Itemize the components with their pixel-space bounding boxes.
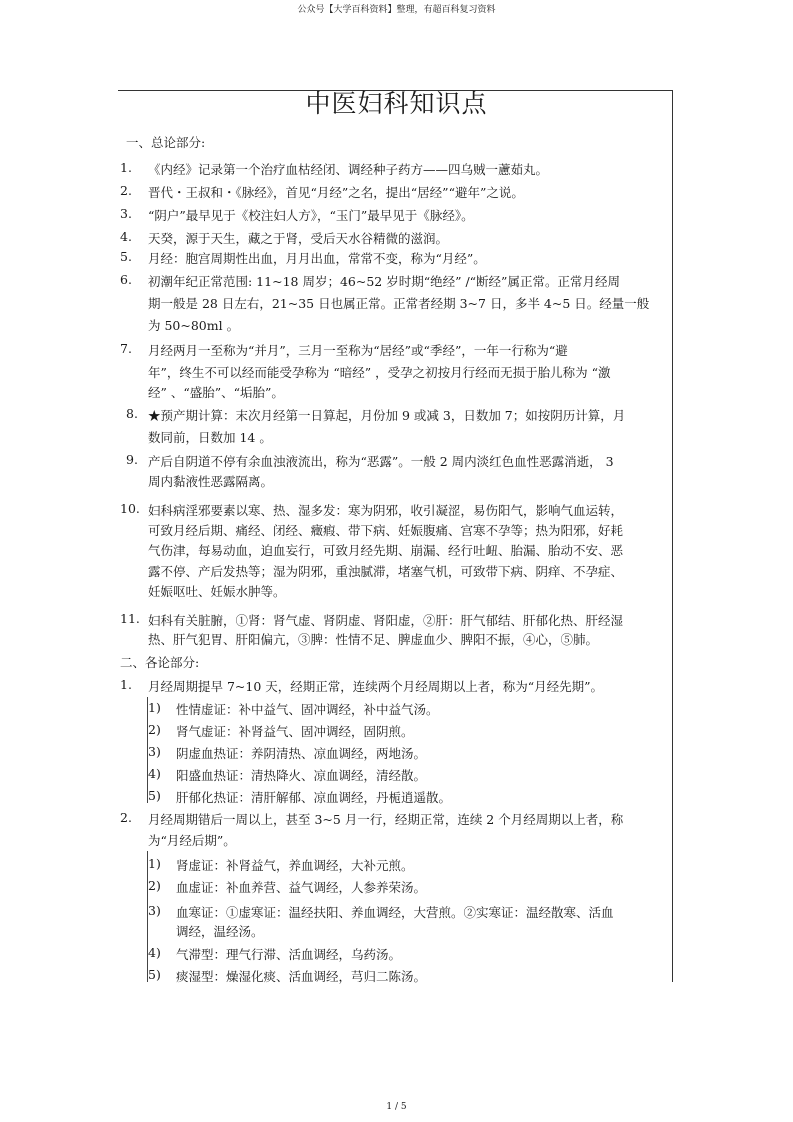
item-text: 为“月经后期”。 <box>148 833 236 848</box>
item-number: 6. <box>120 272 132 287</box>
item-number: 2. <box>120 183 132 198</box>
item-text: 晋代・王叔和・《脉经》，首见“月经”之名，提出“居经”“避年”之说。 <box>148 185 524 200</box>
sub-item-text: 性情虚证：补中益气、固冲调经，补中益气汤。 <box>176 702 439 717</box>
item-text: 气伤津，每易动血，迫血妄行，可致月经先期、崩漏、经行吐衄、胎漏、胎动不安、恶 <box>148 543 624 558</box>
sub-item-number: 3) <box>148 744 161 759</box>
page-title: 中医妇科知识点 <box>305 89 488 118</box>
sub-item-text: 调经，温经汤。 <box>176 924 264 939</box>
item-text: 月经周期错后一周以上，甚至 3~5 月一行，经期正常，连续 2 个月经周期以上者，称 <box>148 812 624 827</box>
sub-item-number: 5) <box>148 967 161 982</box>
sub-item-number: 1) <box>148 700 161 715</box>
sub-item-text: 阳盛血热证：清热降火、凉血调经，清经散。 <box>176 768 427 783</box>
page-number: 1 / 5 <box>386 1102 407 1112</box>
sub-item-text: 肾气虚证：补肾益气、固冲调经，固阴煎。 <box>176 724 414 739</box>
item-number: 7. <box>120 341 132 356</box>
sub-item-text: 痰湿型：燥湿化痰、活血调经，芎归二陈汤。 <box>176 969 427 984</box>
item-text: 为 50~80ml 。 <box>148 318 240 333</box>
item-number: 3. <box>120 206 132 221</box>
item-number: 1. <box>120 160 132 175</box>
item-text: 年”，终生不可以经而能受孕称为 “暗经” ，受孕之初按月行经而无损于胎儿称为 “激 <box>148 365 611 380</box>
item-number: 2. <box>120 810 132 825</box>
sub-item-number: 2) <box>148 878 161 893</box>
item-text: 月经周期提早 7~10 天，经期正常，连续两个月经周期以上者，称为“月经先期”。 <box>148 679 604 694</box>
item-text: 月经两月一至称为“并月”，三月一至称为“居经”或“季经”，一年一行称为“避 <box>148 343 568 358</box>
item-text: 妇科病淫邪要素以寒、热、湿多发：寒为阴邪，收引凝涩，易伤阳气，影响气血运转， <box>148 503 624 518</box>
item-text: 天癸，源于天生，藏之于肾，受后天水谷精微的滋润。 <box>148 231 449 246</box>
sub-item-number: 1) <box>148 856 161 871</box>
item-number: 1. <box>120 677 132 692</box>
sub-item-text: 阴虚血热证：养阴清热、凉血调经，两地汤。 <box>176 746 427 761</box>
item-text: 热、肝气犯胃、肝阳偏亢，③脾：性情不足、脾虚血少、脾阳不振，④心，⑤肺。 <box>148 632 599 647</box>
item-text: 产后自阴道不停有余血浊液流出，称为“恶露”。一般 2 周内淡红色血性恶露消逝， 3 <box>148 454 614 469</box>
item-number: 11. <box>120 611 140 626</box>
sub-item-text: 气滞型：理气行滞、活血调经，乌药汤。 <box>176 947 402 962</box>
item-text: 妇科有关脏腑，①肾：肾气虚、肾阴虚、肾阳虚，②肝：肝气郁结、肝郁化热、肝经湿 <box>148 613 624 628</box>
section-heading-general: 一、总论部分: <box>126 135 206 150</box>
item-text: 周内黏液性恶露隔离。 <box>148 474 274 489</box>
item-text: 数同前，日数加 14 。 <box>148 430 272 445</box>
item-text: 露不停、产后发热等；湿为阴邪，重浊腻滞，堵塞气机，可致带下病、阴痒、不孕症、 <box>148 564 624 579</box>
item-number: 10. <box>120 501 140 516</box>
item-text: 月经：胞宫周期性出血，月月出血，常常不变，称为“月经”。 <box>148 251 486 266</box>
sub-item-number: 2) <box>148 722 161 737</box>
item-text: ★预产期计算：末次月经第一日算起，月份加 9 或减 3，日数加 7；如按阴历计算，月 <box>148 408 626 423</box>
sub-item-text: 肾虚证：补肾益气，养血调经，大补元煎。 <box>176 858 414 873</box>
sub-item-number: 3) <box>148 903 161 918</box>
item-text: “阴户”最早见于《校注妇人方》，“玉门”最早见于《脉经》。 <box>148 208 474 223</box>
sub-item-text: 肝郁化热证：清肝解郁、凉血调经，丹栀逍遥散。 <box>176 790 452 805</box>
item-text: 可致月经后期、痛经、闭经、癥瘕、带下病、妊娠腹痛、宫寒不孕等；热为阳邪，好耗 <box>148 523 624 538</box>
frame-right-border <box>672 90 673 982</box>
sub-item-number: 4) <box>148 766 161 781</box>
item-text: 经” 、“盛胎”、“垢胎”。 <box>148 385 284 400</box>
item-number: 4. <box>120 229 132 244</box>
item-text: 初潮年纪正常范围: 11~18 周岁；46~52 岁时期“绝经” /“断经”属正常。正常月经周 <box>148 274 620 289</box>
item-text: 《内经》记录第一个治疗血枯经闭、调经种子药方——四乌贼一藘茹丸。 <box>148 162 549 177</box>
item-text: 妊娠呕吐、妊娠水肿等。 <box>148 584 286 599</box>
item-number: 8. <box>126 406 138 421</box>
sub-item-text: 血寒证：①虚寒证：温经扶阳、养血调经，大营煎。②实寒证：温经散寒、活血 <box>176 905 614 920</box>
sub-item-number: 4) <box>148 945 161 960</box>
item-number: 9. <box>126 452 138 467</box>
sub-item-text: 血虚证：补血养营、益气调经，人参养荣汤。 <box>176 880 427 895</box>
sub-item-number: 5) <box>148 788 161 803</box>
section-heading-specific: 二、各论部分: <box>120 655 200 670</box>
page-header-note: 公众号【大学百科资料】整理，有超百科复习资料 <box>297 5 496 15</box>
item-text: 期一般是 28 日左右，21~35 日也属正常。正常者经期 3~7 日，多半 4~5 日。经量一般 <box>148 296 650 311</box>
item-number: 5. <box>120 249 132 264</box>
